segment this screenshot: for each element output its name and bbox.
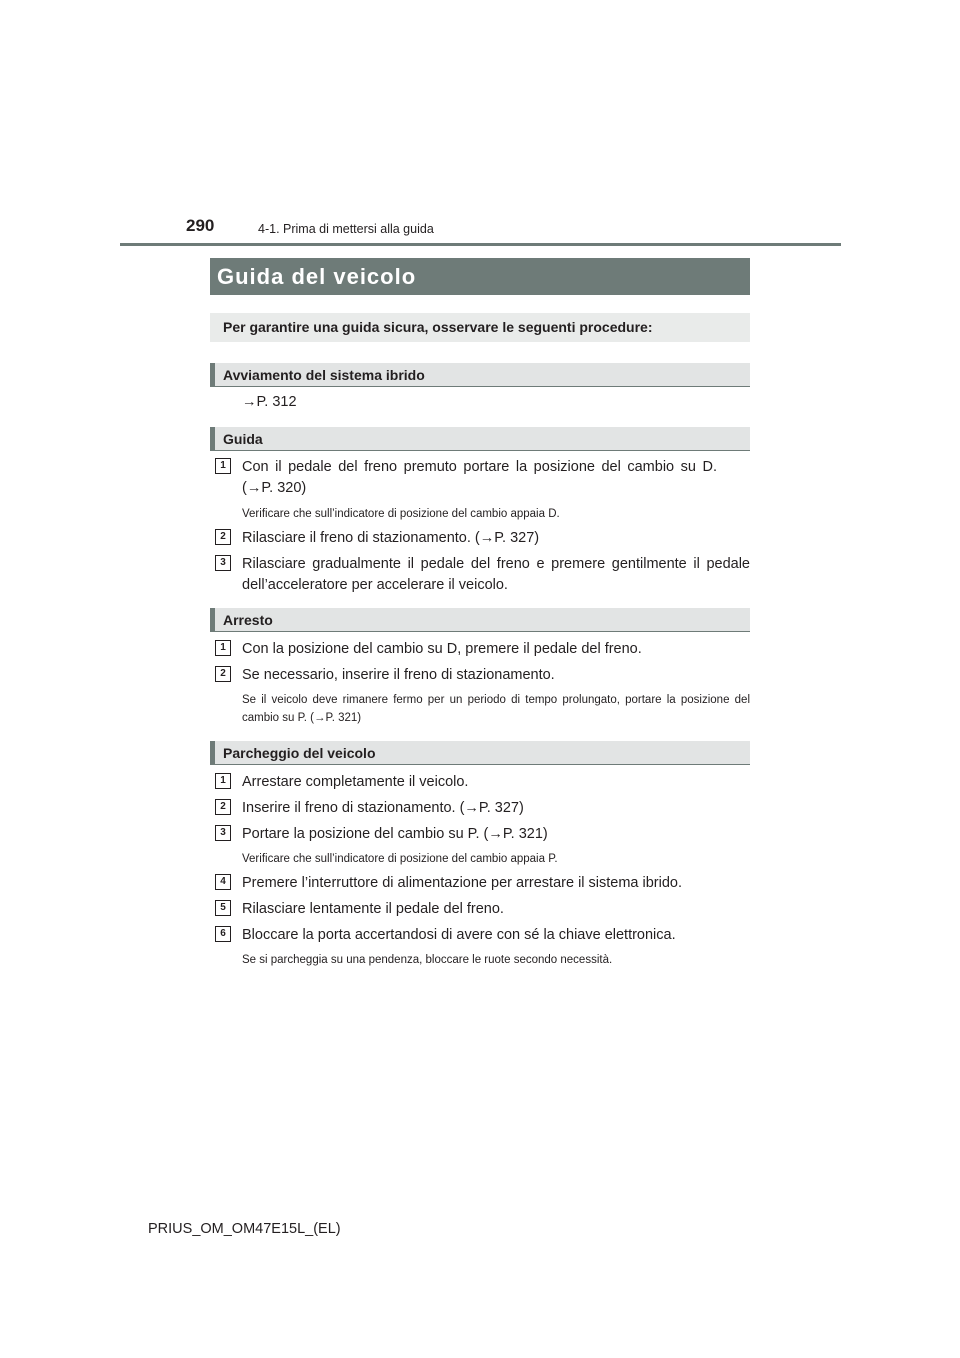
step-text: Con il pedale del freno premuto portare la posizione del cambio su D. (→P. 320) <box>242 459 717 496</box>
heading-guida: Guida <box>210 427 750 451</box>
heading-avviamento: Avviamento del sistema ibrido <box>210 363 750 387</box>
step-text: Rilasciare il freno di stazionamento. (→P. 327) <box>242 530 540 546</box>
step-text: Se necessario, inserire il freno di stazionamento. <box>242 667 555 683</box>
step-text: Bloccare la porta accertandosi di avere con sé la chiave elettronica. <box>242 927 676 943</box>
page-number: 290 <box>186 216 215 235</box>
step-number: 1 <box>215 773 231 789</box>
page-reference: →P. 312 <box>242 394 297 410</box>
step-item <box>215 772 750 793</box>
step-number: 6 <box>215 926 231 942</box>
step-item <box>215 665 750 686</box>
step-item <box>215 457 750 499</box>
page-title: Guida del veicolo <box>217 264 417 289</box>
step-item <box>215 899 750 920</box>
note-text: Verificare che sull’indicatore di posizione del cambio appaia P. <box>242 853 558 865</box>
note-text: Se il veicolo deve rimanere fermo per un periodo di tempo prolungato, portare la posizione del cambio su P. (→P. 321) <box>242 694 750 724</box>
intro-box: Per garantire una guida sicura, osservare le seguenti procedure: <box>210 313 750 342</box>
step-item <box>215 873 750 894</box>
step-text: Arrestare completamente il veicolo. <box>242 774 469 790</box>
heading-parcheggio: Parcheggio del veicolo <box>210 741 750 765</box>
step-item <box>215 528 750 549</box>
header-rule <box>120 243 841 246</box>
note-text: Se si parcheggia su una pendenza, bloccare le ruote secondo necessità. <box>242 954 613 966</box>
step-number: 5 <box>215 900 231 916</box>
step-number: 1 <box>215 640 231 656</box>
section-path: 4-1. Prima di mettersi alla guida <box>258 222 434 236</box>
heading-arresto: Arresto <box>210 608 750 632</box>
step-text: Inserire il freno di stazionamento. (→P. 327) <box>242 800 524 816</box>
step-text: Rilasciare lentamente il pedale del freno. <box>242 901 504 917</box>
step-text: Con la posizione del cambio su D, premere il pedale del freno. <box>242 641 642 657</box>
step-item <box>215 798 750 819</box>
step-item <box>215 554 750 596</box>
step-number: 3 <box>215 555 231 571</box>
footer-model-code: PRIUS_OM_OM47E15L_(EL) <box>148 1221 341 1237</box>
step-number: 3 <box>215 825 231 841</box>
step-number: 4 <box>215 874 231 890</box>
step-number: 1 <box>215 458 231 474</box>
step-text: Portare la posizione del cambio su P. (→P. 321) <box>242 826 548 842</box>
step-number: 2 <box>215 666 231 682</box>
note-text: Verificare che sull’indicatore di posizione del cambio appaia D. <box>242 508 560 520</box>
step-number: 2 <box>215 799 231 815</box>
title-bar <box>210 258 750 295</box>
step-number: 2 <box>215 529 231 545</box>
step-item <box>215 925 750 946</box>
step-item <box>215 639 750 660</box>
step-item <box>215 824 750 845</box>
step-text: Rilasciare gradualmente il pedale del freno e premere gentilmente il pedale dell’acceleratore per accelerare il veicolo. <box>242 556 750 593</box>
step-text: Premere l’interruttore di alimentazione per arrestare il sistema ibrido. <box>242 875 683 891</box>
